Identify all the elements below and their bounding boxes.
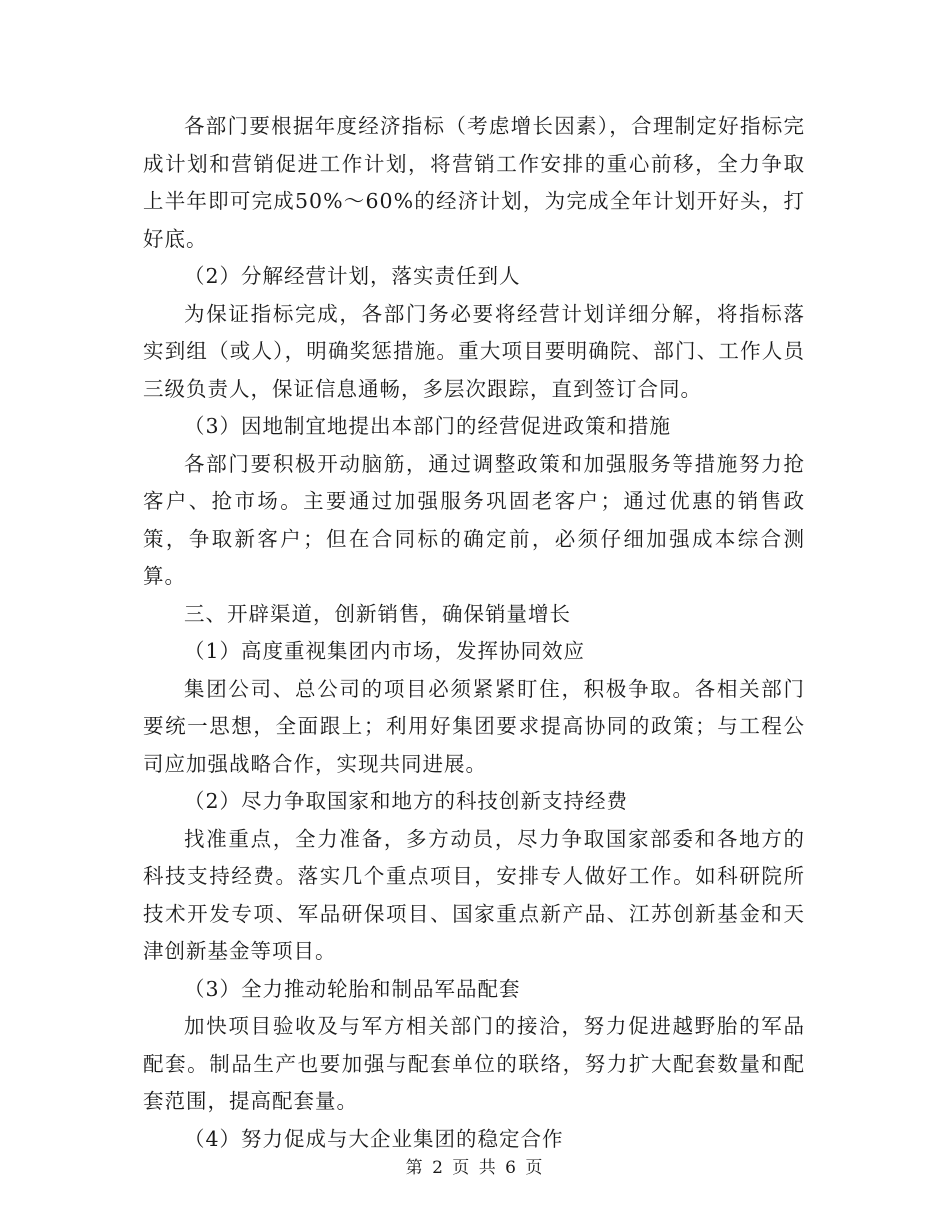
page-number-footer: 第 2 页 共 6 页: [405, 1158, 545, 1178]
paragraph-military: 加快项目验收及与军方相关部门的接洽，努力促进越野胎的军品配套。制品生产也要加强与配套单位的联络，努力扩大配套数量和配套范围，提高配套量。: [143, 1014, 805, 1113]
heading-enterprise-cooperation: （4）努力促成与大企业集团的稳定合作: [184, 1126, 564, 1151]
section-heading-channels: 三、开辟渠道，创新销售，确保销量增长: [184, 601, 571, 626]
paragraph-group-projects: 集团公司、总公司的项目必须紧紧盯住，积极争取。各相关部门要统一思想，全面跟上；利用好集团要求提高协同的政策；与工程公司应加强战略合作，实现共同进展。: [143, 676, 805, 776]
heading-group-market: （1）高度重视集团内市场，发挥协同效应: [184, 639, 586, 663]
document-body: [143, 108, 805, 1158]
paragraph-funding: 找准重点，全力准备，多方动员，尽力争取国家部委和各地方的科技支持经费。落实几个重点项目，安排专人做好工作。如科研院所技术开发专项、军品研保项目、国家重点新产品、江苏创新基金和天津创新基金等项目。: [143, 826, 805, 963]
heading-military: （3）全力推动轮胎和制品军品配套: [184, 976, 521, 1001]
heading-funding: （2）尽力争取国家和地方的科技创新支持经费: [184, 789, 629, 813]
paragraph-customers: 各部门要积极开动脑筋，通过调整政策和加强服务等措施努力抢客户、抢市场。主要通过加强服务巩固老客户；通过优惠的销售政策，争取新客户；但在合同标的确定前，必须仔细加强成本综合测算。: [143, 451, 805, 588]
heading-decompose-plan: （2）分解经营计划，落实责任到人: [184, 264, 521, 288]
heading-local-policy: （3）因地制宜地提出本部门的经营促进政策和措施: [184, 414, 672, 438]
paragraph-responsibility: 为保证指标完成，各部门务必要将经营计划详细分解，将指标落实到组（或人），明确奖惩措施。重大项目要明确院、部门、工作人员三级负责人，保证信息通畅，多层次跟踪，直到签订合同。: [143, 301, 805, 401]
paragraph-plan: 各部门要根据年度经济指标（考虑增长因素），合理制定好指标完成计划和营销促进工作计划，将营销工作安排的重心前移，全力争取上半年即可完成50%～60%的经济计划，为完成全年计划开好头，打好底。: [143, 114, 805, 251]
